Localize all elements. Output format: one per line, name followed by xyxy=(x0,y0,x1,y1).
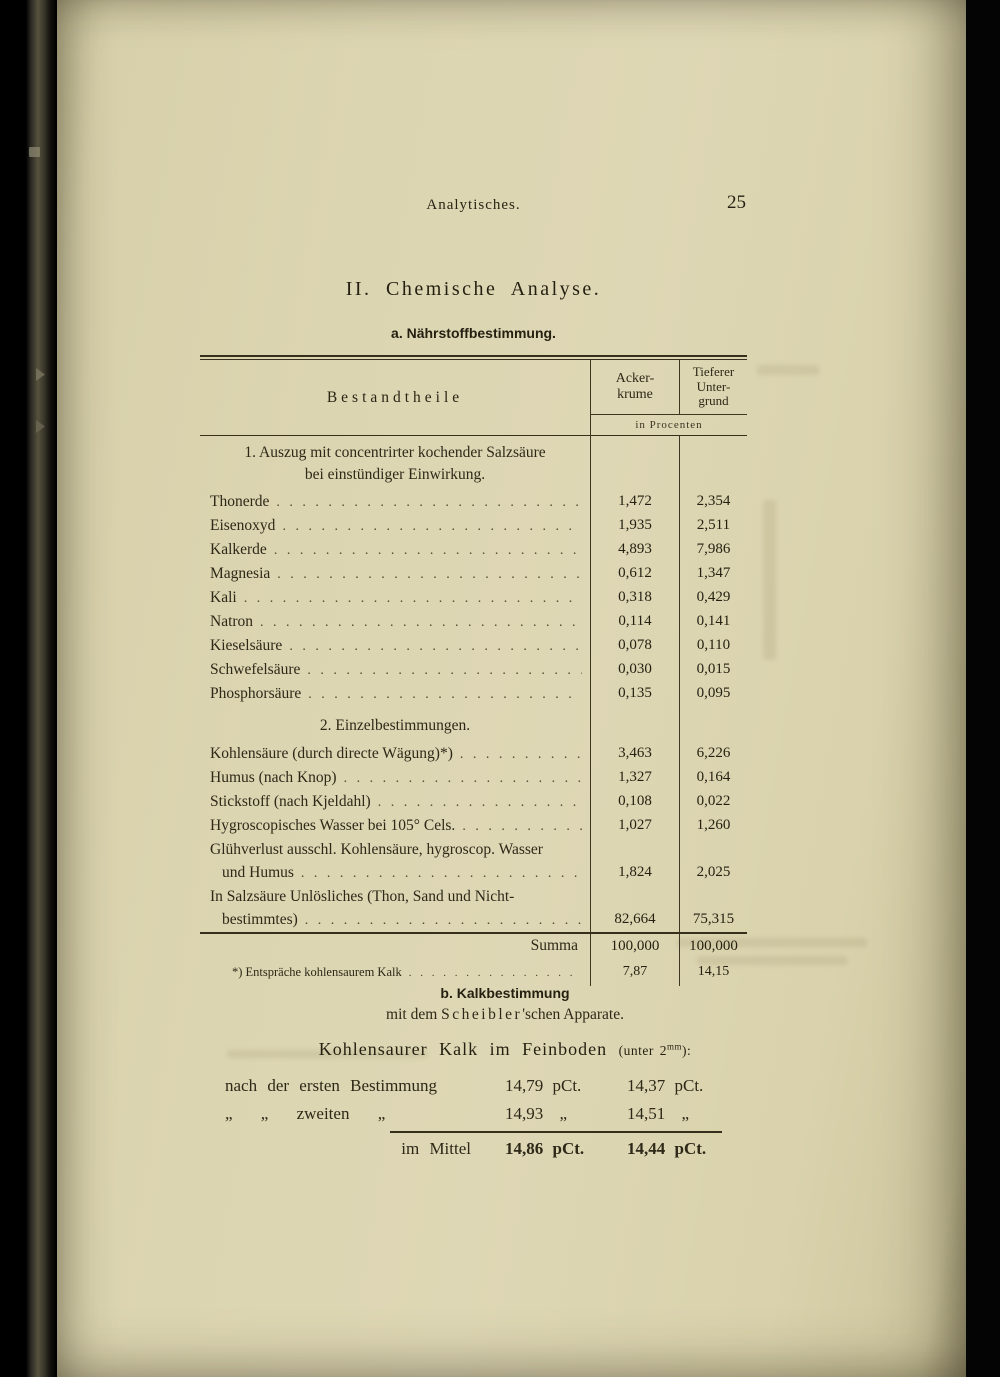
show-through-artifact xyxy=(757,365,819,375)
row-label-line1: In Salzsäure Unlösliches (Thon, Sand und Nicht- xyxy=(210,888,515,905)
table-row xyxy=(200,634,747,658)
section-b-heading: b. Kalkbestimmung xyxy=(440,985,570,1001)
row-label-line2: und Humus xyxy=(222,864,294,881)
table-row-multiline xyxy=(200,838,747,885)
value-cell-empty xyxy=(590,436,679,490)
row-label: Natron xyxy=(210,613,254,630)
value-cell-empty xyxy=(679,706,747,742)
dot-leader xyxy=(305,908,582,932)
book-spine-edge xyxy=(0,0,57,1377)
row-label: Stickstoff (nach Kjeldahl) xyxy=(210,793,371,810)
table-row xyxy=(200,586,747,610)
row-label: Phosphorsäure xyxy=(210,685,302,702)
row-label: Hygroscopisches Wasser bei 105° Cels. xyxy=(210,817,456,834)
value-untergrund: 2,511 xyxy=(679,514,747,538)
value-ackerkrume: 0,135 xyxy=(590,682,679,706)
subheading-pre: mit dem xyxy=(386,1006,442,1023)
value-untergrund: 7,986 xyxy=(679,538,747,562)
kalk-value-1: 14,79 pCt. xyxy=(505,1076,582,1095)
value-untergrund: 0,429 xyxy=(679,586,747,610)
section-b-subheading xyxy=(200,1006,810,1024)
row-label-line1: Glühverlust ausschl. Kohlensäure, hygroscop. Wasser xyxy=(210,841,543,858)
kalkbestimmung-section xyxy=(200,985,810,1163)
table-row xyxy=(200,682,747,706)
dot-leader xyxy=(277,562,582,586)
table-header xyxy=(200,360,747,436)
value-ackerkrume: 1,472 xyxy=(590,490,679,514)
kalk-value-2: 14,37 pCt. xyxy=(627,1076,704,1095)
mittel-value-2: 14,44 pCt. xyxy=(627,1139,707,1158)
value-untergrund: 0,022 xyxy=(679,790,747,814)
dot-leader xyxy=(276,490,582,514)
table-row xyxy=(200,514,747,538)
value-ackerkrume: 0,108 xyxy=(590,790,679,814)
header-bestandtheile: Bestandtheile xyxy=(326,388,464,406)
section2-heading xyxy=(200,706,590,742)
dot-leader xyxy=(378,790,582,814)
value-ackerkrume: 3,463 xyxy=(590,742,679,766)
dot-leader xyxy=(307,658,582,682)
value-ackerkrume: 0,030 xyxy=(590,658,679,682)
table-row xyxy=(200,790,747,814)
header-ackerkrume xyxy=(590,360,679,414)
header-line: Acker- xyxy=(615,371,655,386)
value-ackerkrume: 1,327 xyxy=(590,766,679,790)
value-ackerkrume: 4,893 xyxy=(590,538,679,562)
value-untergrund: 6,226 xyxy=(679,742,747,766)
value-ackerkrume: 0,114 xyxy=(590,610,679,634)
dot-leader xyxy=(274,538,582,562)
table-row xyxy=(200,766,747,790)
show-through-artifact xyxy=(763,500,776,660)
table-row-multiline xyxy=(200,885,747,932)
row-label-cell xyxy=(200,885,590,932)
dot-leader xyxy=(460,742,582,766)
table-row xyxy=(200,538,747,562)
value-untergrund: 0,015 xyxy=(679,658,747,682)
value-untergrund: 0,095 xyxy=(679,682,747,706)
paren-pre: (unter 2 xyxy=(618,1043,668,1058)
nutrient-table xyxy=(200,355,747,986)
dot-leader xyxy=(289,634,582,658)
dot-leader xyxy=(462,814,582,838)
kalk-intro-line xyxy=(200,1039,810,1060)
summa-ackerkrume: 100,000 xyxy=(590,934,679,959)
row-label: Kieselsäure xyxy=(210,637,283,654)
value-ackerkrume: 1,935 xyxy=(590,514,679,538)
footnote-row xyxy=(200,959,747,986)
section1-heading-row xyxy=(200,436,747,490)
table-row xyxy=(200,658,747,682)
row-label: Kali xyxy=(210,589,237,606)
summa-label: Summa xyxy=(530,937,578,954)
value-untergrund: 0,164 xyxy=(679,766,747,790)
row-label-cell xyxy=(200,838,590,885)
value-ackerkrume: 0,612 xyxy=(590,562,679,586)
value-untergrund: 2,354 xyxy=(679,490,747,514)
value-ackerkrume: 1,824 xyxy=(590,838,679,885)
mittel-value-1: 14,86 pCt. xyxy=(505,1139,585,1158)
row-label: Schwefelsäure xyxy=(210,661,301,678)
value-cell-empty xyxy=(679,436,747,490)
section1-heading-line2: bei einstündiger Einwirkung. xyxy=(304,466,486,483)
kalk-results xyxy=(200,1072,810,1163)
footnote-label: *) Entspräche kohlensaurem Kalk xyxy=(232,965,402,979)
summa-untergrund: 100,000 xyxy=(679,934,747,959)
dot-leader xyxy=(260,610,582,634)
kalk-row-label: nach der ersten Bestimmung xyxy=(225,1076,438,1095)
section1-heading xyxy=(200,436,590,490)
header-line: krume xyxy=(617,387,653,402)
section2-heading-row xyxy=(200,706,747,742)
section1-heading-line1: 1. Auszug mit concentrirter kochender Salzsäure xyxy=(244,444,546,461)
header-untergrund xyxy=(679,360,747,414)
table-row xyxy=(200,742,747,766)
kalk-row-label: „ „ zweiten „ xyxy=(225,1104,386,1123)
value-ackerkrume: 0,318 xyxy=(590,586,679,610)
table-row xyxy=(200,562,747,586)
header-units: in Procenten xyxy=(590,414,747,435)
kalk-mittel-row xyxy=(200,1135,810,1163)
row-label: Kalkerde xyxy=(210,541,267,558)
value-untergrund: 75,315 xyxy=(679,885,747,932)
dot-leader xyxy=(308,682,582,706)
chapter-title: II. Chemische Analyse. xyxy=(345,278,602,300)
row-label: Eisenoxyd xyxy=(210,517,276,534)
table-row xyxy=(200,490,747,514)
section-a-heading: a. Nährstoffbestimmung. xyxy=(391,325,556,341)
kalk-row xyxy=(200,1072,810,1100)
row-label: Kohlensäure (durch directe Wägung)*) xyxy=(210,745,453,762)
subheading-name: Scheibler xyxy=(441,1006,523,1023)
table-row xyxy=(200,814,747,838)
value-untergrund: 0,141 xyxy=(679,610,747,634)
value-ackerkrume: 1,027 xyxy=(590,814,679,838)
kalk-value-2: 14,51 „ xyxy=(627,1104,690,1123)
section2-heading-line: 2. Einzelbestimmungen. xyxy=(319,717,471,734)
kalk-intro-main: Kohlensaurer Kalk im Feinboden xyxy=(318,1039,608,1059)
mittel-label: im Mittel xyxy=(401,1139,471,1158)
dot-leader xyxy=(244,586,582,610)
row-label: Humus (nach Knop) xyxy=(210,769,337,786)
table-row xyxy=(200,610,747,634)
value-ackerkrume: 0,078 xyxy=(590,634,679,658)
mittel-rule xyxy=(390,1131,722,1133)
header-value-columns xyxy=(590,360,747,435)
page-number: 25 xyxy=(727,192,746,213)
dot-leader xyxy=(282,514,582,538)
header-line: Tieferer xyxy=(692,364,735,380)
kalk-intro-paren xyxy=(619,1043,692,1058)
value-untergrund: 0,110 xyxy=(679,634,747,658)
dot-leader xyxy=(301,861,582,885)
header-line: Unter- xyxy=(696,378,731,394)
value-untergrund: 1,347 xyxy=(679,562,747,586)
dot-leader xyxy=(409,959,582,986)
kalk-row xyxy=(200,1100,810,1128)
value-untergrund: 1,260 xyxy=(679,814,747,838)
value-ackerkrume: 82,664 xyxy=(590,885,679,932)
footnote-ackerkrume: 7,87 xyxy=(590,959,679,986)
row-label: Magnesia xyxy=(210,565,271,582)
running-header: Analytisches. xyxy=(426,197,521,213)
row-label-line2: bestimmtes) xyxy=(222,911,298,928)
edge-mark xyxy=(29,147,40,157)
subheading-post: 'schen Apparate. xyxy=(522,1006,624,1023)
paren-post: ): xyxy=(682,1043,692,1058)
value-untergrund: 2,025 xyxy=(679,838,747,885)
footnote-untergrund: 14,15 xyxy=(679,959,747,986)
header-line: grund xyxy=(698,393,729,409)
kalk-value-1: 14,93 „ xyxy=(505,1104,568,1123)
row-label: Thonerde xyxy=(210,493,270,510)
value-cell-empty xyxy=(590,706,679,742)
paper-page xyxy=(57,0,966,1377)
paren-sup: mm xyxy=(667,1041,683,1052)
summa-row xyxy=(200,932,747,959)
dot-leader xyxy=(344,766,582,790)
